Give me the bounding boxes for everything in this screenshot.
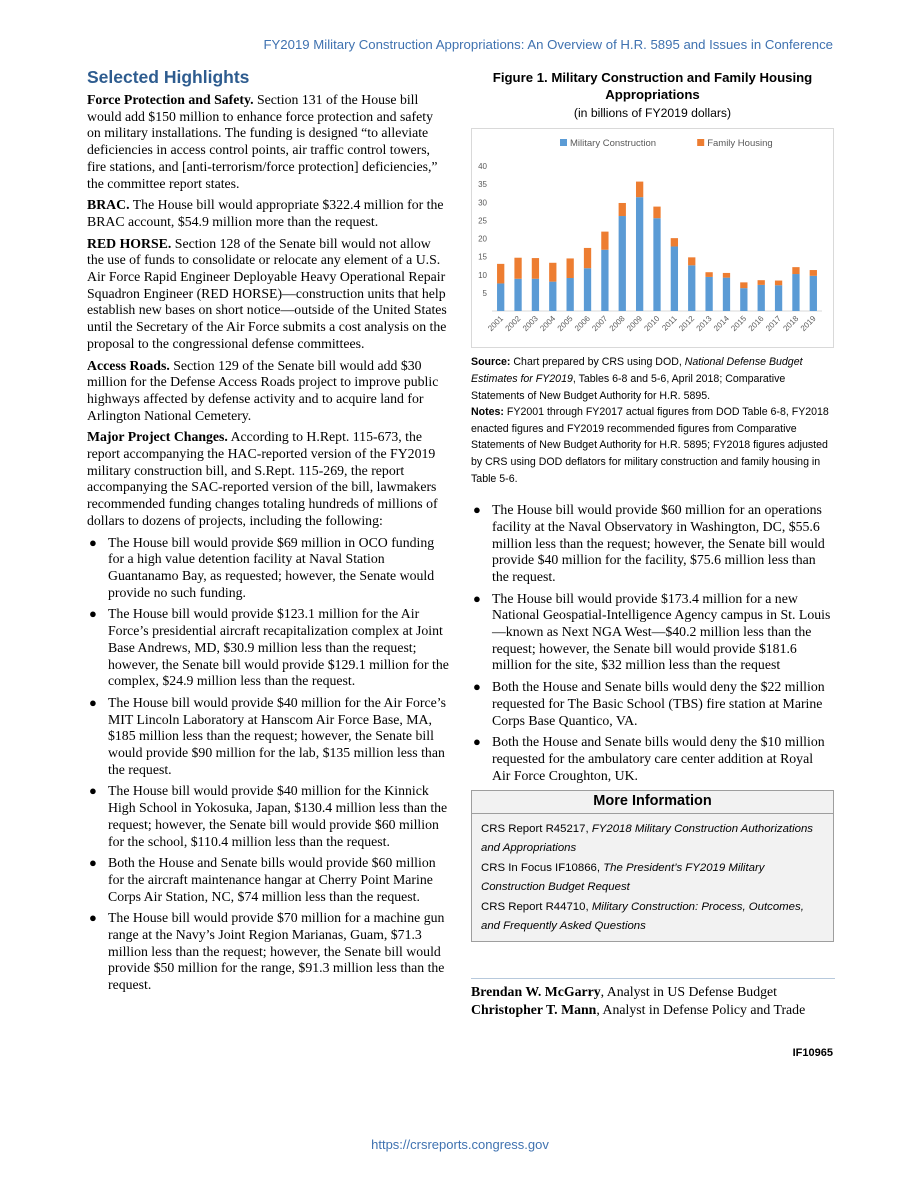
- bullet-icon: ●: [89, 534, 97, 550]
- bar-segment: [671, 239, 678, 247]
- right-column: [471, 70, 834, 942]
- para-access-roads: [87, 358, 450, 425]
- figure-notes: Notes: FY2001 through FY2017 actual figures from DOD Table 6-8, FY2018 enacted figures and FY2019 recommended figures from Comparative Statements of New Budget Authority for H.R. 5895; FY2018 figures adjusted by CRS using DOD deflators for military construction and family housing in Table 5-6.: [471, 406, 829, 485]
- stacked-bar-chart: [472, 129, 833, 347]
- author-block: [471, 983, 834, 1019]
- list-item: ● The House bill would provide $70 million for a machine gun range at the Navy’s Joint Region Marianas, Guam, $71.3 million less than the request; however, the Senate bill would provide $50 million for the range, $91.3 million less than the request.: [89, 910, 445, 993]
- list-item: ● The House bill would provide $40 million for the Air Force’s MIT Lincoln Laboratory at Hanscom Air Force Base, MA, $185 million less than the request; however, the Senate bill would provide $90 million for the lab, $135 million less than the request.: [89, 694, 446, 777]
- bar-segment: [810, 270, 817, 276]
- x-tick-label: 2013: [694, 314, 714, 334]
- y-tick-label: 35: [478, 180, 487, 190]
- author-line: Brendan W. McGarry, Analyst in US Defense Budget: [471, 984, 777, 999]
- y-tick-label: 25: [478, 216, 487, 226]
- y-tick-label: 10: [478, 271, 487, 281]
- bar-segment: [567, 278, 574, 311]
- para-brac: [87, 197, 450, 230]
- bar-segment: [810, 276, 817, 311]
- legend-label: Family Housing: [707, 138, 773, 150]
- x-tick-label: 2008: [607, 314, 627, 334]
- bar-segment: [775, 286, 782, 312]
- document-id: IF10965: [792, 1047, 833, 1059]
- bar-segment: [723, 278, 730, 311]
- para-lead: RED HORSE.: [87, 235, 172, 251]
- author-divider: [471, 978, 835, 979]
- list-item: ● The House bill would provide $69 million in OCO funding for a high value detention facility at Naval Station Guantanamo Bay, as requested; however, the Senate would provide no such funding.: [89, 534, 435, 600]
- figure-source: Source: Chart prepared by CRS using DOD, National Defense Budget Estimates for FY2019, Tables 6-8 and 5-6, April 2018; Comparative Statements of New Budget Authority for H.R. 5895.: [471, 356, 803, 402]
- figure-title: Figure 1. Military Construction and Family Housing Appropriations: [492, 70, 813, 102]
- x-tick-label: 2016: [746, 314, 766, 334]
- reference-item: CRS In Focus IF10866, The President’s FY2019 Military Construction Budget Request: [481, 862, 765, 893]
- bullet-icon: ●: [473, 590, 481, 606]
- x-tick-label: 2018: [781, 314, 801, 334]
- bar-segment: [619, 216, 626, 311]
- reference-item: CRS Report R44710, Military Construction: Process, Outcomes, and Frequently Asked Questions: [481, 901, 804, 932]
- list-item: ● Both the House and Senate bills would deny the $22 million requested for The Basic School (TBS) fire station at Marine Corps Base Quantico, VA.: [473, 679, 825, 728]
- x-tick-label: 2017: [764, 314, 783, 334]
- more-information-title: More Information: [472, 791, 833, 814]
- bar-segment: [723, 273, 730, 278]
- para-text: Section 131 of the House bill would add $150 million to enhance force protection and safety on military installations. The funding is designed “to alleviate deficiencies in access control points, air traffic control towers, fire stations, and [anti-terrorism/force protection] deficiencies,” the committee report states.: [87, 92, 438, 191]
- bar-segment: [584, 269, 591, 312]
- bar-segment: [636, 198, 643, 312]
- bar-segment: [532, 279, 539, 311]
- y-tick-label: 40: [478, 162, 487, 172]
- bar-segment: [671, 247, 678, 312]
- x-tick-label: 2015: [729, 314, 749, 334]
- para-major-project-changes: [87, 429, 450, 529]
- para-lead: BRAC.: [87, 197, 130, 213]
- more-information-box: [471, 790, 834, 942]
- bar-segment: [497, 284, 504, 312]
- x-tick-label: 2012: [677, 314, 697, 334]
- bar-segment: [636, 182, 643, 198]
- x-tick-label: 2010: [642, 314, 662, 334]
- bar-segment: [740, 289, 747, 312]
- list-item: ● Both the House and Senate bills would deny the $10 million requested for the ambulatory care center addition at Royal Air Force Croughton, UK.: [473, 734, 825, 783]
- bar-segment: [549, 282, 556, 311]
- bar-segment: [653, 207, 660, 219]
- footer-url-link[interactable]: https://crsreports.congress.gov: [371, 1137, 549, 1152]
- running-header: FY2019 Military Construction Appropriations: An Overview of H.R. 5895 and Issues in Conference: [263, 37, 833, 52]
- bullet-icon: ●: [473, 734, 481, 750]
- bar-segment: [758, 281, 765, 286]
- bar-segment: [688, 258, 695, 266]
- para-text: Section 128 of the Senate bill would not allow the use of funds to consolidate or relocate any element of a U.S. Air Force Rapid Engineer Deployable Heavy Operational Repair Squadron Engineer (RED HORSE)—construction units that help establish new bases on short notice—outside of the United States until the Secretary of the Air Force submits a cost analysis on the proposal to the congressional defense committees.: [87, 235, 447, 351]
- list-item: ● The House bill would provide $40 million for the Kinnick High School in Yokosuka, Japan, $130.4 million less than the request; however, the Senate bill would provide $60 million for the school, $110.4 million less than the request.: [89, 783, 448, 849]
- x-tick-label: 2003: [520, 314, 540, 334]
- para-text: The House bill would appropriate $322.4 million for the BRAC account, $54.9 million more than the request.: [87, 197, 444, 229]
- bar-segment: [532, 258, 539, 279]
- x-tick-label: 2002: [503, 314, 523, 334]
- bullet-icon: ●: [473, 502, 481, 518]
- x-tick-label: 2001: [486, 314, 506, 334]
- bar-segment: [688, 266, 695, 312]
- bar-segment: [792, 268, 799, 275]
- bar-segment: [792, 274, 799, 311]
- bullet-icon: ●: [89, 783, 97, 799]
- bar-segment: [619, 203, 626, 216]
- bullet-icon: ●: [89, 910, 97, 926]
- left-bullet-list: [87, 535, 450, 994]
- bullet-icon: ●: [89, 855, 97, 871]
- para-red-horse: [87, 236, 450, 353]
- y-tick-label: 5: [482, 289, 487, 299]
- list-item: ● Both the House and Senate bills would provide $60 million for the aircraft maintenance hangar at Cherry Point Marine Corps Air Station, NC, $74 million less than the request.: [89, 855, 436, 904]
- right-bullet-list: [471, 502, 834, 784]
- para-lead: Force Protection and Safety.: [87, 92, 254, 107]
- left-column: [87, 66, 450, 999]
- section-title: Selected Highlights: [87, 67, 250, 87]
- x-tick-label: 2007: [590, 314, 610, 334]
- x-tick-label: 2005: [555, 314, 575, 334]
- y-tick-label: 30: [478, 198, 487, 208]
- bar-segment: [653, 219, 660, 312]
- bar-segment: [549, 263, 556, 282]
- list-item: ● The House bill would provide $173.4 million for a new National Geospatial-Intelligence Agency campus in St. Louis—known as Next NGA West—$40.2 million less than the request; however, the Senate bill would provide $181.6 million for the site, $32 million less than the request: [473, 590, 831, 673]
- bar-segment: [584, 248, 591, 268]
- y-tick-label: 15: [478, 253, 487, 263]
- bullet-icon: ●: [89, 694, 97, 710]
- bullet-icon: ●: [473, 679, 481, 695]
- bar-segment: [705, 277, 712, 311]
- list-item: ● The House bill would provide $60 million for an operations facility at the Naval Observatory in Washington, DC, $55.6 million less than the request; however, the Senate bill would provide $40 million for the facility, $75.6 million less than the request.: [473, 502, 825, 584]
- legend-swatch: [560, 139, 567, 146]
- x-tick-label: 2009: [625, 314, 645, 334]
- reference-item: CRS Report R45217, FY2018 Military Construction Authorizations and Appropriations: [481, 823, 813, 854]
- x-tick-label: 2014: [711, 314, 731, 334]
- bar-segment: [497, 264, 504, 284]
- para-lead: Access Roads.: [87, 357, 170, 373]
- bar-segment: [705, 273, 712, 278]
- bar-segment: [514, 258, 521, 279]
- bar-segment: [775, 281, 782, 286]
- y-tick-label: 20: [478, 234, 487, 244]
- bar-segment: [601, 232, 608, 250]
- bar-segment: [740, 283, 747, 289]
- bar-segment: [758, 285, 765, 311]
- para-text: Section 129 of the Senate bill would add $30 million for the Defense Access Roads project to improve public highways affected by defense activity and to acquire land for Arlington National Cemetery.: [87, 357, 439, 423]
- chart-container: [471, 128, 834, 348]
- figure-subtitle: (in billions of FY2019 dollars): [573, 106, 732, 121]
- bullet-icon: ●: [89, 606, 97, 622]
- author-line: Christopher T. Mann, Analyst in Defense Policy and Trade: [471, 1002, 806, 1017]
- para-force-protection: [87, 92, 450, 192]
- legend-label: Military Construction: [570, 138, 657, 150]
- para-lead: Major Project Changes.: [87, 429, 228, 445]
- x-tick-label: 2004: [538, 314, 558, 334]
- para-text: According to H.Rept. 115-673, the report accompanying the HAC-reported version of the FY2019 military construction bill, and S.Rept. 115-269, the report accompanying the SAC-reported version of the bill, lawmakers recommended funding changes totaling hundreds of millions of dollars to dozens of projects, including the following:: [87, 429, 438, 528]
- x-tick-label: 2019: [798, 314, 818, 334]
- x-tick-label: 2011: [660, 314, 679, 333]
- bar-segment: [514, 279, 521, 311]
- bar-segment: [567, 259, 574, 279]
- legend-swatch: [697, 139, 704, 146]
- x-tick-label: 2006: [572, 314, 592, 334]
- bar-segment: [601, 250, 608, 311]
- list-item: ● The House bill would provide $123.1 million for the Air Force’s presidential aircraft recapitalization complex at Joint Base Andrews, MD, $30.9 million less than the request; however, the Senate bill would provide $129.1 million for the complex, $24.9 million less than the request.: [89, 606, 449, 689]
